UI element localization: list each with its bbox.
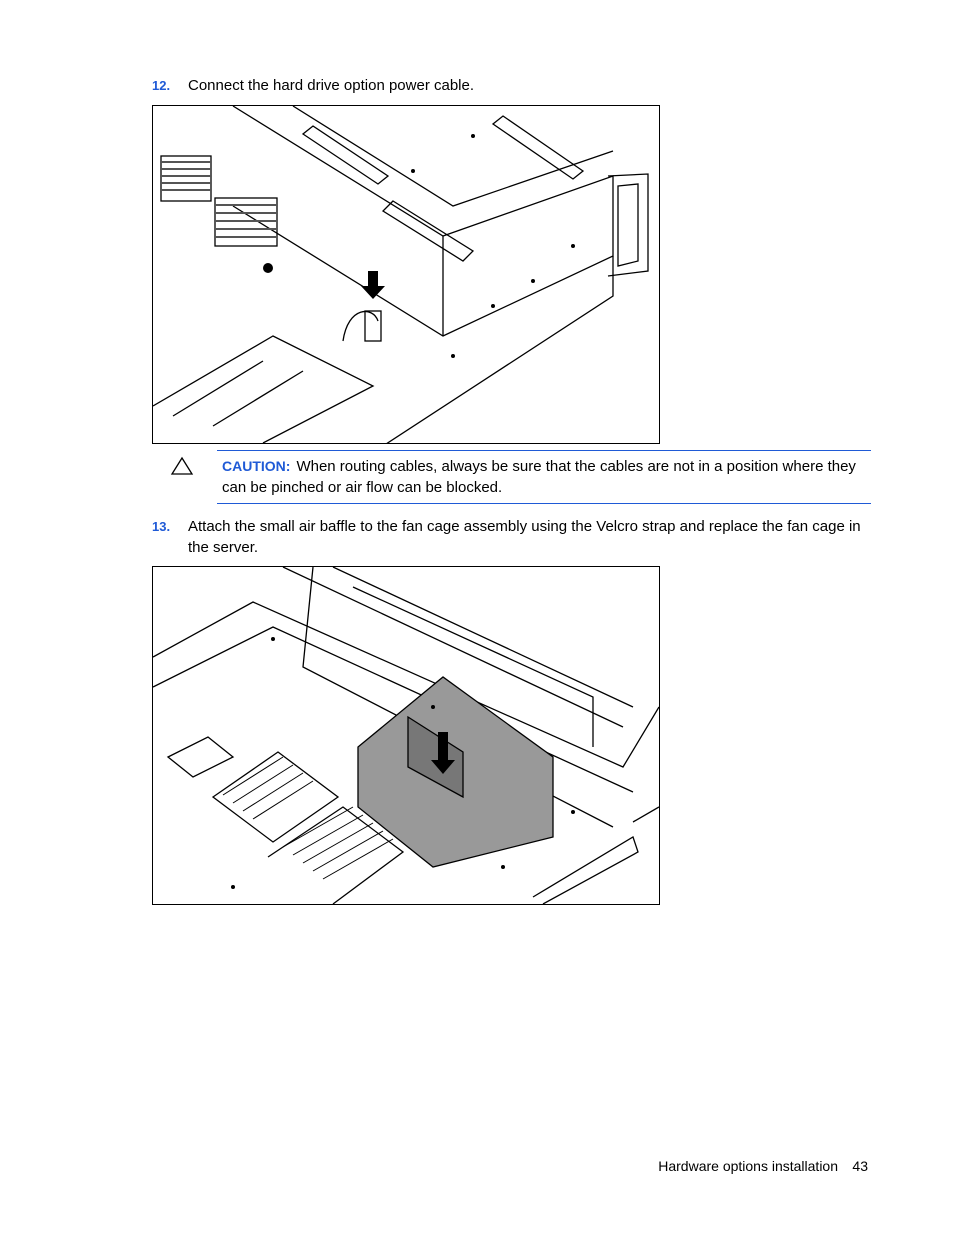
step-text: Connect the hard drive option power cable. xyxy=(188,77,475,94)
caution-text-block xyxy=(222,456,862,498)
caution-label: CAUTION: xyxy=(222,458,291,474)
page-number: 43 xyxy=(852,1158,868,1174)
figure-air-baffle-fan-cage xyxy=(152,566,660,905)
footer-section-title: Hardware options installation xyxy=(658,1158,838,1174)
step-13 xyxy=(152,516,872,560)
caution-message: When routing cables, always be sure that the cables are not in a position where they can be pinched or air flow can be blocked. xyxy=(222,458,856,496)
step-number: 12. xyxy=(152,78,171,93)
step-number: 13. xyxy=(152,519,171,534)
figure-hard-drive-power-cable xyxy=(152,105,660,444)
step-text: Attach the small air baffle to the fan cage assembly using the Velcro strap and replace the fan cage in the server. xyxy=(188,518,861,556)
caution-box xyxy=(217,450,871,504)
warning-triangle-icon xyxy=(170,456,194,476)
server-chassis-drawing xyxy=(153,106,659,443)
server-air-baffle-drawing xyxy=(153,567,659,904)
